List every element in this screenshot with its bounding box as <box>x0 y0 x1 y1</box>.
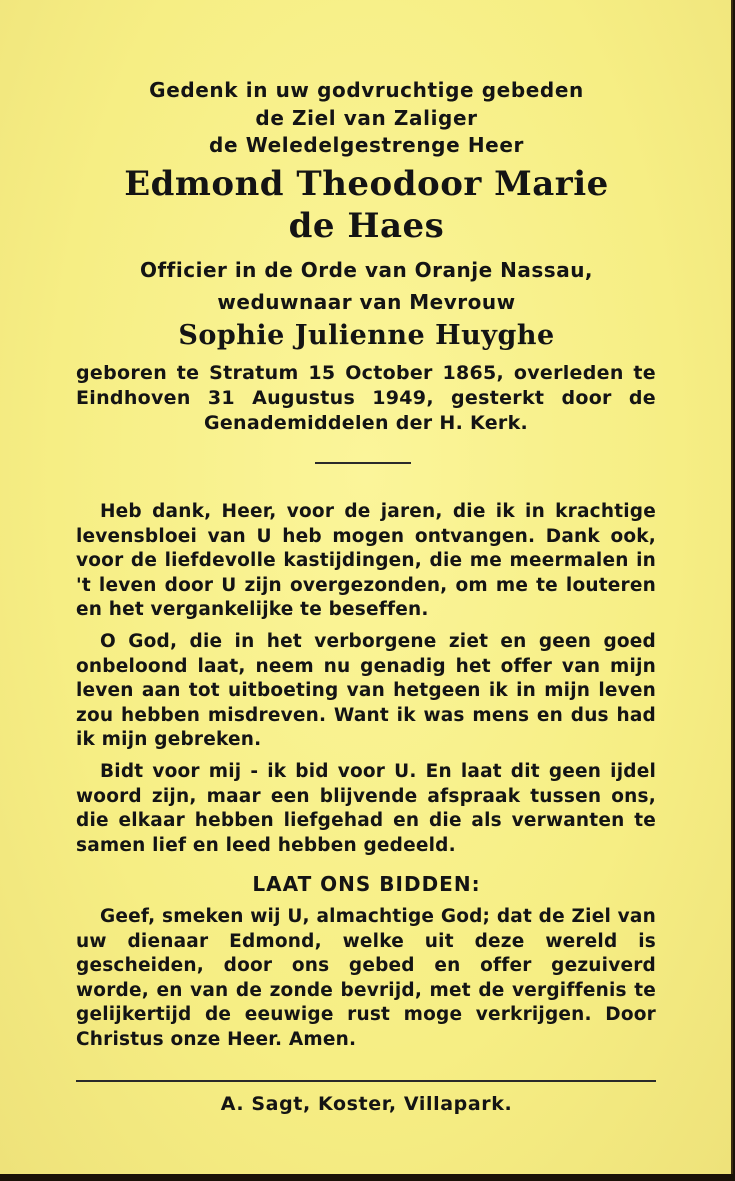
prayer-heading: LAAT ONS BIDDEN: <box>252 872 481 896</box>
printer-credit: A. Sagt, Koster, Villapark. <box>220 1093 513 1115</box>
paragraph-3: Bidt voor mij - ik bid voor U. En laat dit geen ijdel woord zijn, maar een blijvende afspraak tussen ons, die elkaar hebben liefgehad en die als verwanten te samen lief en leed hebben gedeeld. <box>76 761 656 856</box>
intro-line-3: de Weledelgestrenge Heer <box>209 133 524 157</box>
divider-long <box>76 1080 656 1082</box>
divider-short <box>315 462 411 464</box>
prayer-text: Geef, smeken wij U, almachtige God; dat de Ziel van uw dienaar Edmond, welke uit deze wereld is gescheiden, door ons gebed en offer gezuiverd worde, en van de zonde bevrijd, met de vergiffenis te gelijkertijd de eeuwige rust moge verkrijgen. Door Christus onze Heer. Amen. <box>76 906 656 1050</box>
widow-name: Sophie Julienne Huyghe <box>178 320 555 351</box>
intro-line-2: de Ziel van Zaliger <box>255 106 478 130</box>
rank-line-1: Officier in de Orde van Oranje Nassau, <box>139 258 594 282</box>
rank-lines <box>0 254 733 318</box>
deceased-name <box>0 163 733 247</box>
intro-lines <box>0 76 733 132</box>
card-bottom-edge <box>0 1174 735 1181</box>
paragraph-2: O God, die in het verborgene ziet en geen goed onbeloond laat, neem nu genadig het offer van mijn leven aan tot uitboeting van hetgeen ik in mijn leven zou hebben misdreven. Want ik was mens en dus had ik mijn gebreken. <box>76 631 656 751</box>
birth-death-text: geboren te Stratum 15 October 1865, overleden te Eindhoven 31 Augustus 1949, gesterkt door de Genademiddelen der H. Kerk. <box>76 362 656 434</box>
paragraph-1: Heb dank, Heer, voor de jaren, die ik in krachtige levensbloei van U heb mogen ontvangen. Dank ook, voor de liefdevolle kastijdingen, die me meermalen in 't leven door U zijn overgezonden, om me te louteren en het vergankelijke te beseffen. <box>76 501 656 621</box>
deceased-name-line-2: de Haes <box>288 206 445 246</box>
deceased-name-line-1: Edmond Theodoor Marie <box>124 164 609 204</box>
rank-line-2: weduwnaar van Mevrouw <box>217 290 516 314</box>
intro-line-1: Gedenk in uw godvruchtige gebeden <box>149 78 584 102</box>
